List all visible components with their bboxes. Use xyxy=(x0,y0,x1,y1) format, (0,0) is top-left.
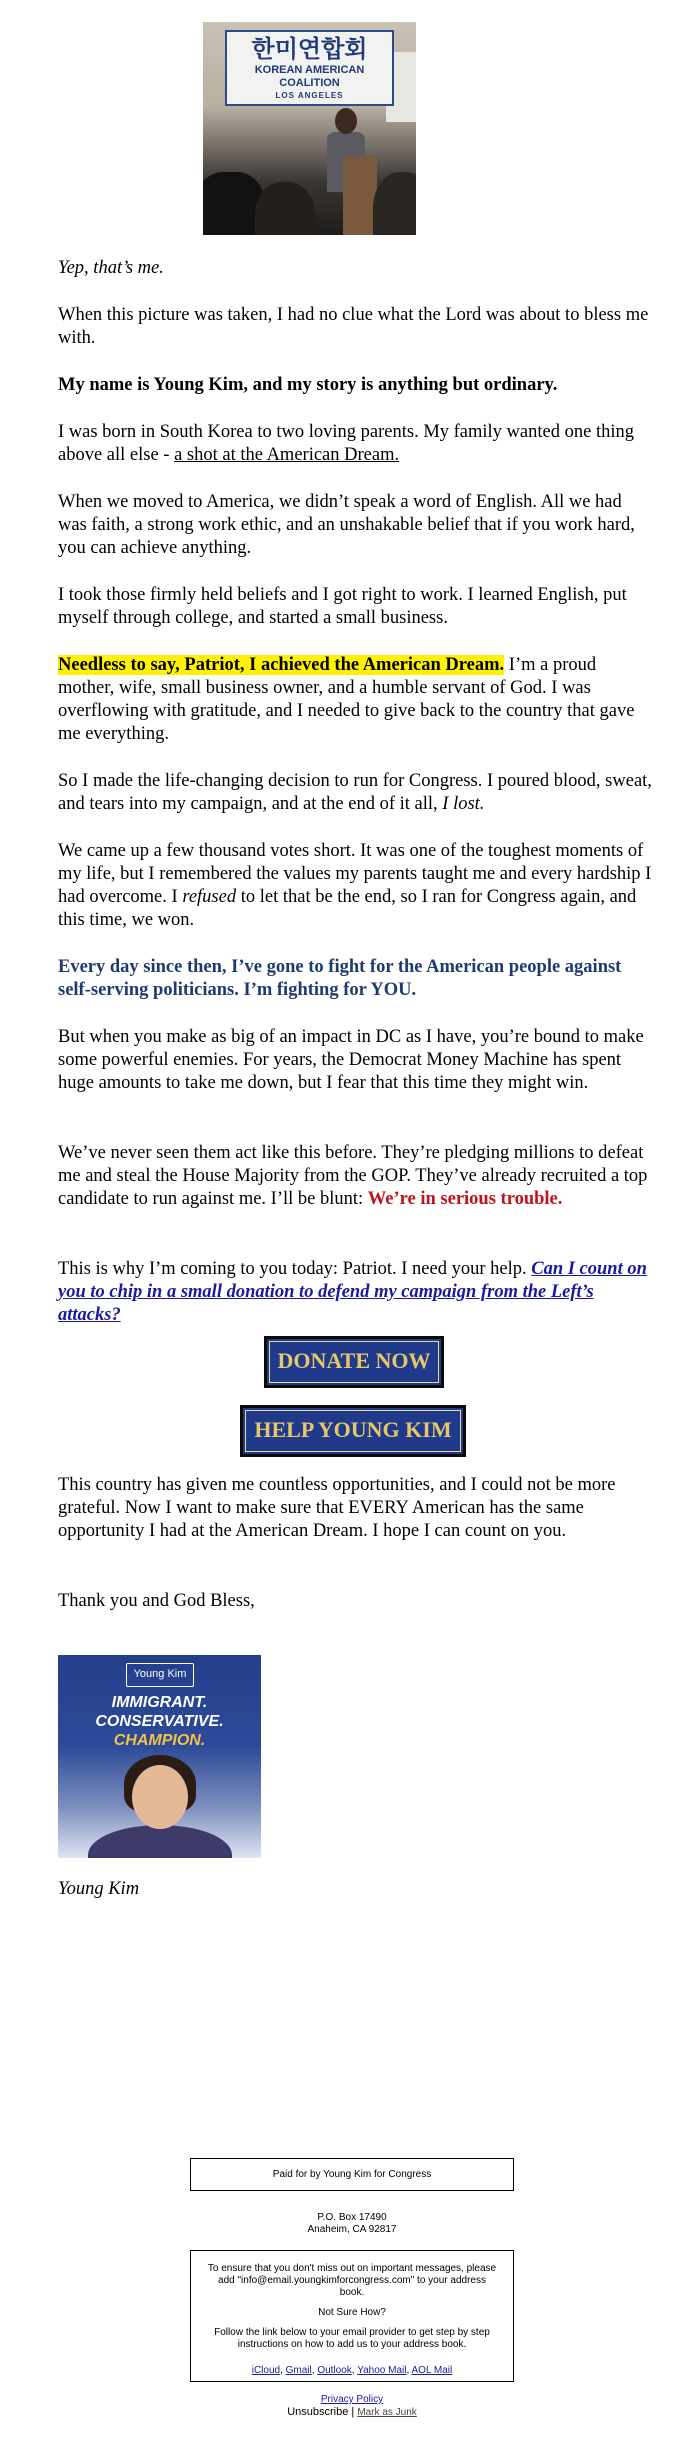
letter-paragraph-15: Thank you and God Bless, xyxy=(58,1591,255,1611)
letter-paragraph-1: Yep, that’s me. xyxy=(58,258,164,278)
donation-link[interactable]: Can I count on you to chip in a small donation to defend my campaign from the Left’s attacks? xyxy=(58,1259,647,1325)
p9-text-a: We came up a few thousand votes short. It was one of the toughest moments of my life, but I remembered the values my parents taught me and every hardship I had overcome. I xyxy=(58,841,652,907)
banner-city-text: LOS ANGELES xyxy=(275,91,344,100)
unsubscribe-link[interactable]: Unsubscribe xyxy=(287,2406,349,2418)
portrait-shoulders xyxy=(88,1825,232,1858)
provider-links: iCloud, Gmail, Outlook, Yahoo Mail, AOL Mail xyxy=(251,2365,453,2376)
letter-paragraph-3: My name is Young Kim, and my story is anything but ordinary. xyxy=(58,375,558,395)
donate-now-label: DONATE NOW xyxy=(277,1348,431,1373)
audience-member xyxy=(373,172,416,235)
banner-korean-text: 한미연합회 xyxy=(251,35,368,63)
portrait-face xyxy=(132,1765,188,1829)
aol-mail-link[interactable]: AOL Mail xyxy=(411,2365,453,2376)
i-lost-text: I lost. xyxy=(442,794,485,814)
letter-paragraph-4 xyxy=(58,421,652,467)
address-city: Anaheim, CA 92817 xyxy=(307,2224,397,2235)
speaker-head xyxy=(335,108,357,134)
young-kim-logo: Young Kim xyxy=(126,1663,194,1687)
not-sure-text: Not Sure How? xyxy=(318,2307,386,2318)
signature-name: Young Kim xyxy=(58,1879,140,1899)
icloud-link[interactable]: iCloud xyxy=(251,2365,281,2376)
letter-paragraph-13 xyxy=(58,1258,652,1327)
campaign-portrait xyxy=(58,1655,261,1858)
help-young-kim-button[interactable] xyxy=(240,1405,466,1457)
american-dream-underline: a shot at the American Dream. xyxy=(174,445,400,465)
letter-paragraph-5: When we moved to America, we didn’t speak a word of English. All we had was faith, a strong work ethic, and an unshakable belief that if you work hard, you can achieve anything. xyxy=(58,492,635,558)
banner-english-text: KOREAN AMERICAN COALITION xyxy=(254,64,365,89)
p13-text: This is why I’m coming to you today: Patriot. I need your help. xyxy=(58,1259,532,1279)
donate-now-button[interactable] xyxy=(264,1336,444,1388)
tagline-champion: CHAMPION. xyxy=(113,1732,206,1749)
letter-paragraph-9 xyxy=(58,840,652,932)
highlighted-text: Needless to say, Patriot, I achieved the American Dream. xyxy=(58,655,505,675)
p4-text: I was born in South Korea to two loving parents. My family wanted one thing above all else - xyxy=(58,422,634,465)
tagline-conservative: CONSERVATIVE. xyxy=(95,1713,224,1730)
p7-text: I’m a proud mother, wife, small business owner, and a humble servant of God. I was overflowing with gratitude, and I needed to give back to the country that gave me everything. xyxy=(58,655,635,744)
tagline-immigrant: IMMIGRANT. xyxy=(111,1694,208,1711)
outlook-link[interactable]: Outlook xyxy=(317,2365,352,2376)
mark-as-junk-link[interactable]: Mark as Junk xyxy=(357,2407,417,2418)
p8-text: So I made the life-changing decision to run for Congress. I poured blood, sweat, and tears into my campaign, and at the end of it all, xyxy=(58,771,652,814)
p9-text-c: to let that be the end, so I ran for Congress again, and this time, we won. xyxy=(58,887,637,930)
help-young-kim-label: HELP YOUNG KIM xyxy=(254,1417,452,1442)
letter-paragraph-6: I took those firmly held beliefs and I got right to work. I learned English, put myself through college, and started a small business. xyxy=(58,585,627,628)
safe-sender-text: To ensure that you don't miss out on important messages, please add "info@email.youngkimforcongress.com" to your address book. xyxy=(207,2263,497,2298)
refused-text: refused xyxy=(182,887,237,907)
letter-paragraph-8 xyxy=(58,770,652,816)
footer-separator: | xyxy=(351,2406,355,2418)
privacy-policy-row xyxy=(190,2394,514,2406)
letter-paragraph-2: When this picture was taken, I had no clue what the Lord was about to bless me with. xyxy=(58,305,649,348)
gmail-link[interactable]: Gmail xyxy=(285,2365,312,2376)
yahoo-mail-link[interactable]: Yahoo Mail xyxy=(357,2365,407,2376)
letter-paragraph-10: Every day since then, I’ve gone to fight for the American people against self-serving politicians. I’m fighting for YOU. xyxy=(58,957,622,1000)
paid-for-text: Paid for by Young Kim for Congress xyxy=(272,2169,432,2180)
audience-member xyxy=(255,182,315,235)
letter-paragraph-12 xyxy=(58,1142,652,1211)
letter-paragraph-7 xyxy=(58,654,652,746)
privacy-policy-link[interactable]: Privacy Policy xyxy=(320,2394,384,2405)
serious-trouble-text: We’re in serious trouble. xyxy=(367,1189,563,1209)
safe-sender-box xyxy=(190,2250,514,2382)
unsubscribe-row xyxy=(190,2406,514,2419)
coalition-banner xyxy=(225,30,394,106)
po-box: P.O. Box 17490 xyxy=(317,2212,387,2223)
paid-for-box xyxy=(190,2158,514,2191)
podium xyxy=(343,157,377,235)
instructions-text: Follow the link below to your email provider to get step by step instructions on how to add us to your address book. xyxy=(214,2327,490,2350)
p12-text: We’ve never seen them act like this before. They’re pledging millions to defeat me and steal the House Majority from the GOP. They’ve already recruited a top candidate to run against me. I’ll be blunt: xyxy=(58,1143,648,1209)
hero-photo xyxy=(203,22,416,235)
letter-paragraph-11: But when you make as big of an impact in DC as I have, you’re bound to make some powerful enemies. For years, the Democrat Money Machine has spent huge amounts to take me down, but I fear that this time they might win. xyxy=(58,1027,644,1093)
letter-paragraph-14: This country has given me countless opportunities, and I could not be more grateful. Now I want to make sure that EVERY American has the same opportunity I had at the American Dream. I hope I can count on you. xyxy=(58,1475,616,1541)
